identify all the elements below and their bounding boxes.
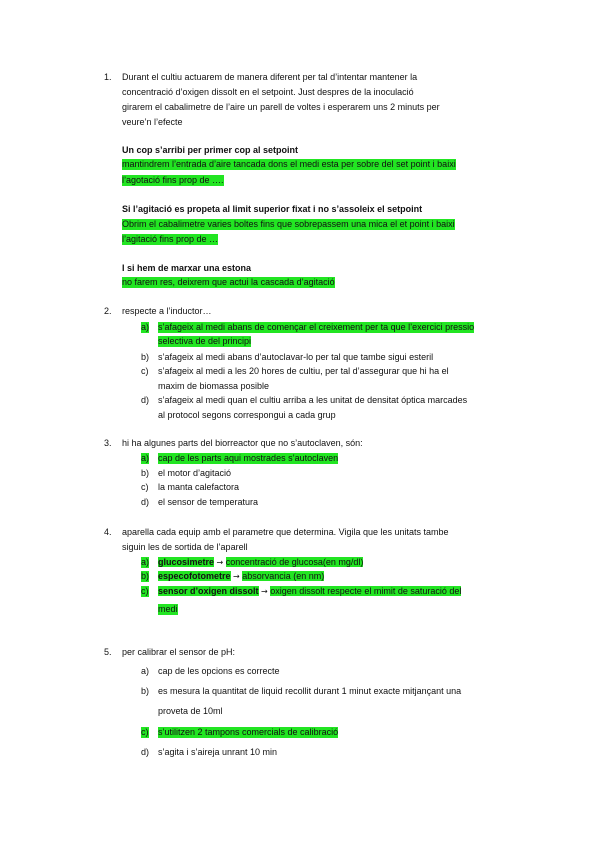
question-number-2: 2. [104, 306, 112, 316]
q1-intro-line-2: concentració d’oxigen dissolt en el setpoint. Just despres de la inoculació [122, 87, 414, 97]
q4-pair-c-equip: sensor d’oxigen dissolt [158, 586, 259, 596]
q2-option-b-letter: b) [141, 352, 150, 362]
q1-section1-answer-line-1: mantindrem l’entrada d’aire tancada dons el medi esta per sobre del set point i baixi [122, 159, 456, 169]
q4-pair-a-letter: a) [141, 557, 150, 567]
q3-option-c-letter: c) [141, 482, 149, 492]
question-number-4: 4. [104, 527, 112, 537]
right-arrow-icon: → [261, 587, 268, 596]
q1-section3-heading: I si hem de marxar una estona [122, 263, 252, 273]
q3-option-b-text: el motor d’agitació [158, 468, 232, 478]
q2-text: respecte a l’inductor… [122, 306, 212, 316]
q4-pair-a [158, 557, 363, 568]
q2-option-d-letter: d) [141, 395, 150, 405]
q5-option-c-letter: c) [141, 727, 149, 737]
q2-option-a-letter: a) [141, 322, 150, 332]
question-number-1: 1. [104, 72, 112, 82]
question-number-3: 3. [104, 438, 112, 448]
q2-option-b-line-1: s’afageix al medi abans d’autoclavar-lo per tal que tambe sigui esteril [158, 352, 434, 362]
right-arrow-icon: → [216, 558, 224, 567]
q5-option-d-letter: d) [141, 747, 150, 757]
q2-option-d-line-1: s’afageix al medi quan el cultiu arriba a les unitat de densitat óptica marcades [158, 395, 468, 405]
q5-option-c-text: s’utilitzen 2 tampons comercials de calibració [158, 727, 339, 737]
q5-option-b-letter: b) [141, 686, 150, 696]
q5-option-a-letter: a) [141, 666, 150, 676]
q5-option-b-text: es mesura la quantitat de liquid recollit durant 1 minut exacte mitjançant una [158, 686, 462, 696]
q4-pair-c-param-line-2: medi [158, 604, 178, 614]
q3-option-a-letter: a) [141, 453, 150, 463]
q4-pair-a-param: concentració de glucosa(en mg/dl) [225, 557, 364, 567]
q1-intro-line-4: veure’n l’efecte [122, 117, 183, 127]
q4-text-line-2: siguin les de sortida de l’aparell [122, 542, 248, 552]
q3-option-b-letter: b) [141, 468, 150, 478]
q1-section3-answer: no farem res, deixrem que actui la cascada d’agitació [122, 277, 335, 287]
q3-option-a-text: cap de les parts aqui mostrades s’autoclaven [158, 453, 339, 463]
q3-option-c-text: la manta calefactora [158, 482, 240, 492]
question-number-5: 5. [104, 647, 112, 657]
q4-pair-a-equip: glucosimetre [158, 557, 215, 567]
q4-pair-c [158, 586, 461, 597]
q5-option-a-text: cap de les opcions es correcte [158, 666, 280, 676]
q4-pair-b-param: absorvancia (en nm) [242, 571, 325, 581]
right-arrow-icon: → [233, 572, 240, 581]
q4-text-line-1: aparella cada equip amb el parametre que determina. Vigila que les unitats tambe [122, 527, 449, 537]
q2-option-c-line-2: maxim de biomassa posible [158, 381, 270, 391]
q1-section2-heading: Si l’agitació es propeta al limit superior fixat i no s’assoleix el setpoint [122, 204, 423, 214]
q1-section2-answer-line-1: Obrim el cabalimetre varies boltes fins que sobrepassem una mica el et point i baixi [122, 219, 455, 229]
q1-section2-answer-line-2: l’agitació fins prop de … [122, 234, 219, 244]
q4-pair-c-letter: c) [141, 586, 149, 596]
q1-intro-line-1: Durant el cultiu actuarem de manera diferent per tal d’intentar mantener la [122, 72, 418, 82]
q5-option-b-text-line-2: proveta de 10ml [158, 706, 223, 716]
q4-pair-c-param: oxigen dissolt respecte el mimit de saturació del [270, 586, 462, 596]
q3-option-d-letter: d) [141, 497, 150, 507]
q2-option-a-line-2: selectiva de del principi [158, 336, 252, 346]
q1-section1-heading: Un cop s’arribi per primer cop al setpoint [122, 145, 299, 155]
q2-option-c-letter: c) [141, 366, 149, 376]
q3-option-d-text: el sensor de temperatura [158, 497, 259, 507]
q2-option-d-line-2: al protocol segons correspongui a cada grup [158, 410, 336, 420]
q4-pair-b-letter: b) [141, 571, 150, 581]
q1-intro-line-3: girarem el cabalimetre de l’aire un parell de voltes i esperarem uns 2 minuts per [122, 102, 440, 112]
q1-section1-answer-line-2: l’agotació fins prop de …. [122, 175, 224, 185]
q5-text: per calibrar el sensor de pH: [122, 647, 236, 657]
q5-option-d-text: s’agita i s’aireja unrant 10 min [158, 747, 278, 757]
q4-pair-b-equip: especofotometre [158, 571, 231, 581]
q4-pair-b [158, 571, 324, 582]
q3-text: hi ha algunes parts del biorreactor que no s’autoclaven, són: [122, 438, 363, 448]
q2-option-c-line-1: s’afageix al medi a les 20 hores de cultiu, per tal d’assegurar que hi ha el [158, 366, 449, 376]
q2-option-a-line-1: s’afageix al medi abans de començar el creixement per ta que l’exercici pressio [158, 322, 475, 332]
